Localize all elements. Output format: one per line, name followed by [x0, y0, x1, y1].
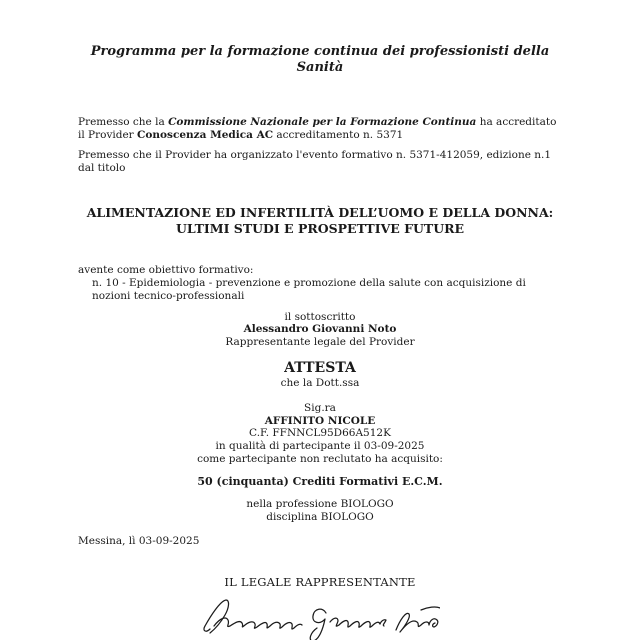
fiscal-code: C.F. FFNNCL95D66A512K: [249, 427, 391, 440]
participant-section: [78, 402, 562, 466]
participation-line: in qualità di partecipante il 03-09-2025: [215, 440, 425, 453]
premise1-prefix: Premesso che la: [78, 115, 169, 128]
premise-event: Premesso che il Provider ha organizzato l'evento formativo n. 5371-412059, edizione n.1 dal titolo: [78, 149, 552, 175]
program-title: Programma per la formazione continua dei professionisti della Sanità: [90, 44, 550, 75]
profession-section: [78, 498, 562, 524]
objective-detail: n. 10 - Epidemiologia - prevenzione e promozione della salute con acquisizione di nozioni tecnico-professionali: [92, 276, 526, 302]
premise1-middle: ha accreditato il Provider: [78, 115, 557, 141]
objective-label: avente come obiettivo formativo:: [78, 264, 254, 277]
premise-accreditation: [78, 116, 562, 142]
discipline-line: disciplina BIOLOGO: [266, 511, 374, 523]
commission-name: Commissione Nazionale per la Formazione Continua: [168, 115, 477, 128]
credits-line: 50 (cinquanta) Crediti Formativi E.C.M.: [197, 474, 443, 488]
signature-block: [78, 591, 562, 640]
attests-word: ATTESTA: [284, 359, 356, 376]
provider-name: Conoscenza Medica AC: [137, 128, 274, 141]
undersigned-label: il sottoscritto: [284, 310, 356, 323]
attests-subject: che la Dott.ssa: [280, 377, 360, 390]
objective-section: [78, 264, 562, 302]
legal-rep-role: Rappresentante legale del Provider: [225, 336, 415, 349]
legal-rep-name: Alessandro Giovanni Noto: [243, 323, 397, 336]
attestation-section: [78, 360, 562, 390]
undersigned-section: [78, 311, 562, 349]
premise1-suffix: accreditamento n. 5371: [273, 128, 404, 141]
profession-line: nella professione BIOLOGO: [246, 498, 394, 511]
acquisition-line: come partecipante non reclutato ha acquisito:: [197, 453, 443, 465]
salutation: Sig.ra: [304, 401, 336, 414]
handwritten-signature-image: [200, 591, 440, 640]
place-date: Messina, lì 03-09-2025: [78, 534, 200, 547]
signature-caption: IL LEGALE RAPPRESENTANTE: [224, 574, 416, 589]
participant-name: AFFINITO NICOLE: [264, 414, 376, 427]
event-title: ALIMENTAZIONE ED INFERTILITÀ DELL’UOMO E DELLA DONNA: ULTIMI STUDI E PROSPETTIVE FUTURE: [86, 204, 554, 236]
